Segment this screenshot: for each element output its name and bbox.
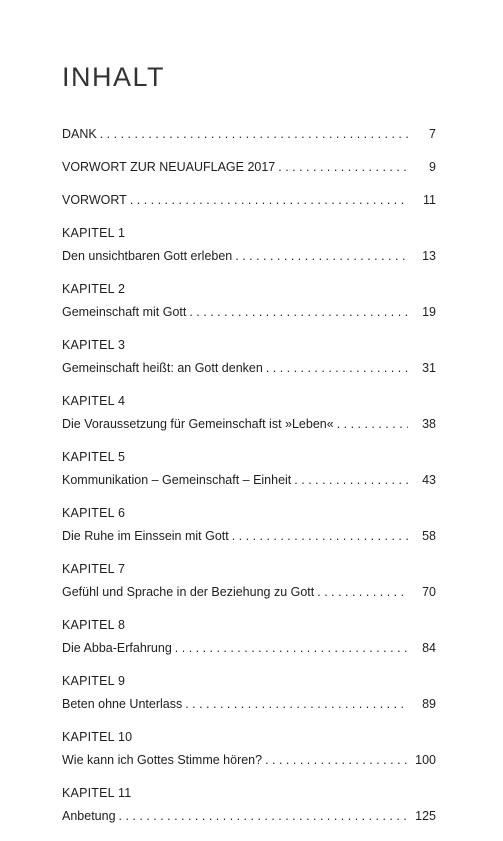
chapter-label: KAPITEL 4 — [62, 394, 126, 408]
toc-page-number: 9 — [429, 160, 436, 174]
toc-page-number: 31 — [422, 361, 436, 375]
page-title: INHALT — [62, 62, 166, 92]
dot-leader — [189, 304, 408, 321]
toc-line — [62, 472, 436, 489]
chapter-label: KAPITEL 5 — [62, 450, 126, 464]
toc-title: VORWORT — [62, 193, 127, 207]
toc-entry[interactable] — [62, 337, 436, 377]
chapter-label: KAPITEL 10 — [62, 730, 133, 744]
toc-entry[interactable] — [62, 159, 436, 176]
toc-entry[interactable] — [62, 281, 436, 321]
toc-line — [62, 159, 436, 176]
toc-entry[interactable] — [62, 126, 436, 143]
toc-title: Gemeinschaft mit Gott — [62, 305, 187, 319]
dot-leader — [266, 360, 408, 377]
toc-page-number: 19 — [422, 305, 436, 319]
chapter-label: KAPITEL 11 — [62, 786, 132, 800]
toc-page-number: 58 — [422, 529, 436, 543]
chapter-label: KAPITEL 6 — [62, 506, 126, 520]
toc-title: Die Voraussetzung für Gemeinschaft ist »Leben« — [62, 417, 334, 431]
chapter-label: KAPITEL 7 — [62, 562, 126, 576]
toc-entry[interactable] — [62, 225, 436, 265]
table-of-contents — [62, 126, 436, 841]
chapter-label: KAPITEL 3 — [62, 338, 126, 352]
dot-leader — [337, 416, 408, 433]
dot-leader — [119, 808, 408, 825]
toc-page-number: 38 — [422, 417, 436, 431]
toc-page-number: 89 — [422, 697, 436, 711]
toc-line — [62, 584, 436, 601]
toc-page-number: 84 — [422, 641, 436, 655]
toc-page-number: 13 — [422, 249, 436, 263]
toc-page-number: 7 — [429, 127, 436, 141]
toc-entry[interactable] — [62, 192, 436, 209]
dot-leader — [100, 126, 408, 143]
dot-leader — [235, 248, 408, 265]
toc-line — [62, 528, 436, 545]
toc-entry[interactable] — [62, 449, 436, 489]
toc-entry[interactable] — [62, 393, 436, 433]
dot-leader — [265, 752, 408, 769]
toc-entry[interactable] — [62, 673, 436, 713]
toc-entry[interactable] — [62, 561, 436, 601]
dot-leader — [317, 584, 408, 601]
toc-entry[interactable] — [62, 729, 436, 769]
chapter-label: KAPITEL 8 — [62, 618, 126, 632]
toc-line — [62, 192, 436, 209]
toc-entry[interactable] — [62, 505, 436, 545]
toc-title: Die Abba-Erfahrung — [62, 641, 172, 655]
toc-line — [62, 248, 436, 265]
chapter-label: KAPITEL 1 — [62, 226, 126, 240]
toc-title: Anbetung — [62, 809, 116, 823]
toc-line — [62, 304, 436, 321]
toc-line — [62, 126, 436, 143]
dot-leader — [278, 159, 408, 176]
toc-title: Gefühl und Sprache in der Beziehung zu Gott — [62, 585, 315, 599]
toc-line — [62, 752, 436, 769]
toc-page-number: 100 — [415, 753, 436, 767]
chapter-label: KAPITEL 2 — [62, 282, 126, 296]
toc-line — [62, 808, 436, 825]
toc-page-number: 11 — [423, 193, 436, 207]
toc-line — [62, 416, 436, 433]
chapter-label: KAPITEL 9 — [62, 674, 126, 688]
toc-entry[interactable] — [62, 617, 436, 657]
dot-leader — [294, 472, 408, 489]
toc-entry[interactable] — [62, 785, 436, 825]
toc-page-number: 70 — [422, 585, 436, 599]
dot-leader — [175, 640, 408, 657]
toc-title: DANK — [62, 127, 97, 141]
toc-title: Kommunikation – Gemeinschaft – Einheit — [62, 473, 292, 487]
toc-title: Beten ohne Unterlass — [62, 697, 183, 711]
toc-title: VORWORT ZUR NEUAUFLAGE 2017 — [62, 160, 276, 174]
toc-page-number: 43 — [422, 473, 436, 487]
toc-line — [62, 360, 436, 377]
dot-leader — [130, 192, 408, 209]
toc-title: Wie kann ich Gottes Stimme hören? — [62, 753, 263, 767]
dot-leader — [185, 696, 408, 713]
toc-title: Den unsichtbaren Gott erleben — [62, 249, 233, 263]
toc-title: Die Ruhe im Einssein mit Gott — [62, 529, 229, 543]
toc-line — [62, 640, 436, 657]
toc-title: Gemeinschaft heißt: an Gott denken — [62, 361, 263, 375]
toc-line — [62, 696, 436, 713]
toc-page — [62, 0, 436, 823]
toc-page-number: 125 — [415, 809, 436, 823]
dot-leader — [232, 528, 408, 545]
